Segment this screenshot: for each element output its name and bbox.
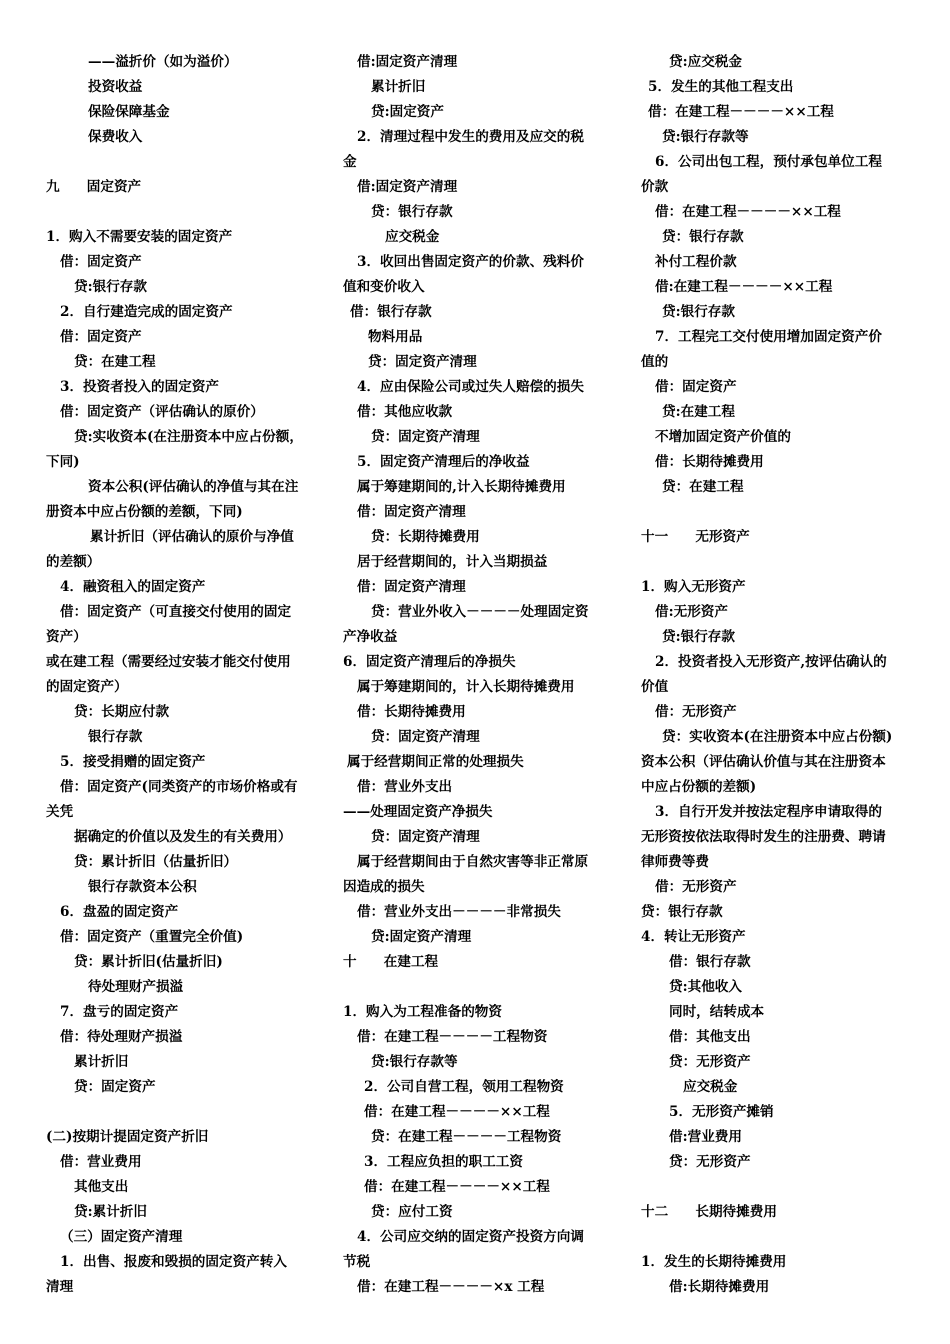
text-line: 贷:固定资产清理 — [371, 929, 472, 945]
text-line: 借：固定资产 — [60, 254, 142, 270]
text-line: 4．融资租入的固定资产 — [60, 579, 206, 595]
text-line: 1．出售、报废和毁损的固定资产转入 — [60, 1254, 287, 1270]
text-line: 贷：固定资产清理 — [371, 429, 480, 445]
text-line: 借：银行存款 — [350, 304, 432, 320]
text-line: 中应占份额的差额) — [641, 779, 757, 795]
text-line: 贷：固定资产清理 — [371, 729, 480, 745]
text-line: 价款 — [641, 179, 669, 195]
text-line: 借：待处理财产损溢 — [60, 1029, 183, 1045]
text-line: 九 固定资产 — [46, 179, 142, 195]
text-line: 5．接受捐赠的固定资产 — [60, 754, 206, 770]
text-line: 7．盘亏的固定资产 — [60, 1004, 179, 1020]
text-line: 产净收益 — [343, 629, 398, 645]
text-line: 关凭 — [46, 804, 74, 820]
text-line: 借:固定资产清理 — [357, 179, 458, 195]
text-line: 贷：银行存款 — [641, 904, 723, 920]
text-line: 银行存款 — [88, 729, 143, 745]
text-line: 物料用品 — [368, 329, 423, 345]
text-line: 3．投资者投入的固定资产 — [60, 379, 219, 395]
text-line: 属于经营期间正常的处理损失 — [347, 754, 524, 770]
text-line: 贷：实收资本(在注册资本中应占份额) — [662, 729, 893, 745]
text-line: 册资本中应占份额的差额，下同) — [46, 504, 243, 520]
text-line: 贷：固定资产清理 — [368, 354, 477, 370]
text-line: 借：固定资产(同类资产的市场价格或有 — [60, 779, 298, 795]
text-line: 借：在建工程－－－－××工程 — [364, 1179, 550, 1195]
text-line: 补付工程价款 — [655, 254, 737, 270]
text-line: 属于筹建期间的，计入长期待摊费用 — [357, 679, 575, 695]
text-line: 清理 — [46, 1279, 74, 1295]
text-line: 同时，结转成本 — [669, 1004, 765, 1020]
text-line: 3．自行开发并按法定程序申请取得的 — [655, 804, 882, 820]
text-line: 资产） — [46, 629, 87, 645]
text-line: 4．应由保险公司或过失人赔偿的损失 — [357, 379, 584, 395]
text-line: 借：固定资产（重置完全价值) — [60, 929, 244, 945]
text-line: 借:营业费用 — [669, 1129, 742, 1145]
text-line: 贷：在建工程－－－－工程物资 — [371, 1129, 562, 1145]
text-line: 节税 — [343, 1254, 371, 1270]
text-column-2 — [343, 50, 615, 1300]
text-line: 借:长期待摊费用 — [669, 1279, 770, 1295]
text-line: 的差额） — [46, 554, 101, 570]
text-column-1 — [46, 50, 318, 1300]
text-line: 借：固定资产清理 — [357, 579, 466, 595]
text-line: 借：在建工程－－－－×x 工程 — [357, 1279, 545, 1295]
text-line: 借：无形资产 — [655, 879, 737, 895]
text-line: 贷:应交税金 — [669, 54, 742, 70]
text-line: ——溢折价（如为溢价） — [88, 54, 238, 70]
text-line: 贷：固定资产清理 — [371, 829, 480, 845]
text-line: 5．固定资产清理后的净收益 — [357, 454, 530, 470]
text-line: 借：固定资产（可直接交付使用的固定 — [60, 604, 292, 620]
text-line: 贷：在建工程 — [74, 354, 156, 370]
text-line: 贷：应付工资 — [371, 1204, 453, 1220]
text-line: 值和变价收入 — [343, 279, 425, 295]
text-line: 贷：营业外收入－－－－处理固定资 — [371, 604, 589, 620]
text-line: 7．工程完工交付使用增加固定资产价 — [655, 329, 882, 345]
text-line: 借:无形资产 — [655, 604, 728, 620]
text-line: 保险保障基金 — [88, 104, 170, 120]
text-line: 不增加固定资产价值的 — [655, 429, 791, 445]
blank-line — [46, 1100, 318, 1125]
blank-line — [641, 500, 909, 525]
text-line: 借:在建工程－－－－××工程 — [655, 279, 833, 295]
text-line: 贷：累计折旧（估量折旧） — [74, 854, 238, 870]
text-line: 贷:银行存款 — [662, 304, 735, 320]
text-line: 金 — [343, 154, 357, 170]
text-line: 1．购入无形资产 — [641, 579, 746, 595]
text-line: 借：其他支出 — [669, 1029, 751, 1045]
text-line: 贷：在建工程 — [662, 479, 744, 495]
text-line: 借：在建工程－－－－××工程 — [364, 1104, 550, 1120]
text-line: 属于筹建期间的,计入长期待摊费用 — [357, 479, 566, 495]
text-line: 贷:银行存款等 — [371, 1054, 458, 1070]
text-line: 累计折旧 — [74, 1054, 129, 1070]
text-line: 贷：银行存款 — [662, 229, 744, 245]
text-line: 累计折旧（评估确认的原价与净值 — [90, 529, 294, 545]
text-line: 借：长期待摊费用 — [357, 704, 466, 720]
text-line: 下同) — [46, 454, 80, 470]
text-line: 借：固定资产 — [60, 329, 142, 345]
text-line: 贷:银行存款等 — [662, 129, 749, 145]
text-line: 待处理财产损溢 — [88, 979, 184, 995]
text-line: 资本公积(评估确认的净值与其在注 — [88, 479, 299, 495]
text-line: 2．清理过程中发生的费用及应交的税 — [357, 129, 584, 145]
text-line: 贷:实收资本(在注册资本中应占份额， — [74, 429, 303, 445]
text-line: 6．固定资产清理后的净损失 — [343, 654, 516, 670]
text-line: 应交税金 — [683, 1079, 738, 1095]
text-line: 5．发生的其他工程支出 — [648, 79, 794, 95]
blank-line — [641, 1175, 909, 1200]
text-line: 借：在建工程－－－－××工程 — [655, 204, 841, 220]
text-line: 贷:其他收入 — [669, 979, 742, 995]
text-line: 投资收益 — [88, 79, 143, 95]
text-column-3 — [641, 50, 909, 1300]
text-line: 借：固定资产（评估确认的原价） — [60, 404, 264, 420]
text-line: (二)按期计提固定资产折旧 — [46, 1129, 209, 1145]
text-line: 无形资按依法取得时发生的注册费、聘请 — [641, 829, 886, 845]
blank-line — [46, 150, 318, 175]
text-line: 贷:银行存款 — [662, 629, 735, 645]
text-line: 资本公积（评估确认价值与其在注册资本 — [641, 754, 886, 770]
text-line: 借：在建工程－－－－××工程 — [648, 104, 834, 120]
text-line: 十 在建工程 — [343, 954, 439, 970]
text-line: 或在建工程（需要经过安装才能交付使用 — [46, 654, 291, 670]
text-line: 1．发生的长期待摊费用 — [641, 1254, 787, 1270]
text-line: 4．公司应交纳的固定资产投资方向调 — [357, 1229, 584, 1245]
text-line: ——处理固定资产净损失 — [343, 804, 493, 820]
text-line: 十一 无形资产 — [641, 529, 750, 545]
text-line: 3．收回出售固定资产的价款、残料价 — [357, 254, 584, 270]
text-line: 5．无形资产摊销 — [669, 1104, 774, 1120]
text-line: 借：长期待摊费用 — [655, 454, 764, 470]
text-line: 贷：长期应付款 — [74, 704, 170, 720]
text-line: 借：营业外支出－－－－非常损失 — [357, 904, 561, 920]
text-line: 1．购入为工程准备的物资 — [343, 1004, 502, 1020]
text-line: 十二 长期待摊费用 — [641, 1204, 777, 1220]
text-line: 2．公司自营工程，领用工程物资 — [364, 1079, 564, 1095]
text-line: 贷:在建工程 — [662, 404, 735, 420]
text-line: 其他支出 — [74, 1179, 129, 1195]
text-line: 2．自行建造完成的固定资产 — [60, 304, 233, 320]
text-line: 贷：固定资产 — [74, 1079, 156, 1095]
text-line: 贷：银行存款 — [371, 204, 453, 220]
text-line: 银行存款资本公积 — [88, 879, 197, 895]
text-line: 值的 — [641, 354, 669, 370]
text-line: 因造成的损失 — [343, 879, 425, 895]
text-line: 居于经营期间的，计入当期损益 — [357, 554, 548, 570]
text-line: （三）固定资产清理 — [60, 1229, 183, 1245]
blank-line — [343, 975, 615, 1000]
text-line: 4．转让无形资产 — [641, 929, 746, 945]
text-line: 律师费等费 — [641, 854, 709, 870]
blank-line — [641, 1225, 909, 1250]
text-line: 3．工程应负担的职工工资 — [364, 1154, 523, 1170]
text-line: 借：固定资产 — [655, 379, 737, 395]
text-line: 累计折旧 — [371, 79, 426, 95]
text-line: 借:固定资产清理 — [357, 54, 458, 70]
text-line: 借：其他应收款 — [357, 404, 453, 420]
text-line: 贷：无形资产 — [669, 1154, 751, 1170]
text-line: 6．盘盈的固定资产 — [60, 904, 179, 920]
text-line: 贷：长期待摊费用 — [371, 529, 480, 545]
text-line: 6．公司出包工程，预付承包单位工程 — [655, 154, 882, 170]
text-line: 2．投资者投入无形资产,按评估确认的 — [655, 654, 887, 670]
text-line: 的固定资产） — [46, 679, 128, 695]
text-line: 据确定的价值以及发生的有关费用） — [74, 829, 292, 845]
text-line: 1．购入不需要安装的固定资产 — [46, 229, 233, 245]
text-line: 借：营业费用 — [60, 1154, 142, 1170]
text-line: 贷：累计折旧(估量折旧) — [74, 954, 223, 970]
text-line: 价值 — [641, 679, 669, 695]
text-line: 应交税金 — [385, 229, 440, 245]
text-line: 保费收入 — [88, 129, 143, 145]
text-line: 贷：无形资产 — [669, 1054, 751, 1070]
text-line: 贷:累计折旧 — [74, 1204, 147, 1220]
blank-line — [641, 550, 909, 575]
text-line: 借：无形资产 — [655, 704, 737, 720]
text-line: 借：固定资产清理 — [357, 504, 466, 520]
text-line: 贷:固定资产 — [371, 104, 444, 120]
blank-line — [46, 200, 318, 225]
text-line: 贷:银行存款 — [74, 279, 147, 295]
text-line: 借：营业外支出 — [357, 779, 453, 795]
text-line: 借：在建工程－－－－工程物资 — [357, 1029, 548, 1045]
text-line: 借：银行存款 — [669, 954, 751, 970]
text-line: 属于经营期间由于自然灾害等非正常原 — [357, 854, 589, 870]
